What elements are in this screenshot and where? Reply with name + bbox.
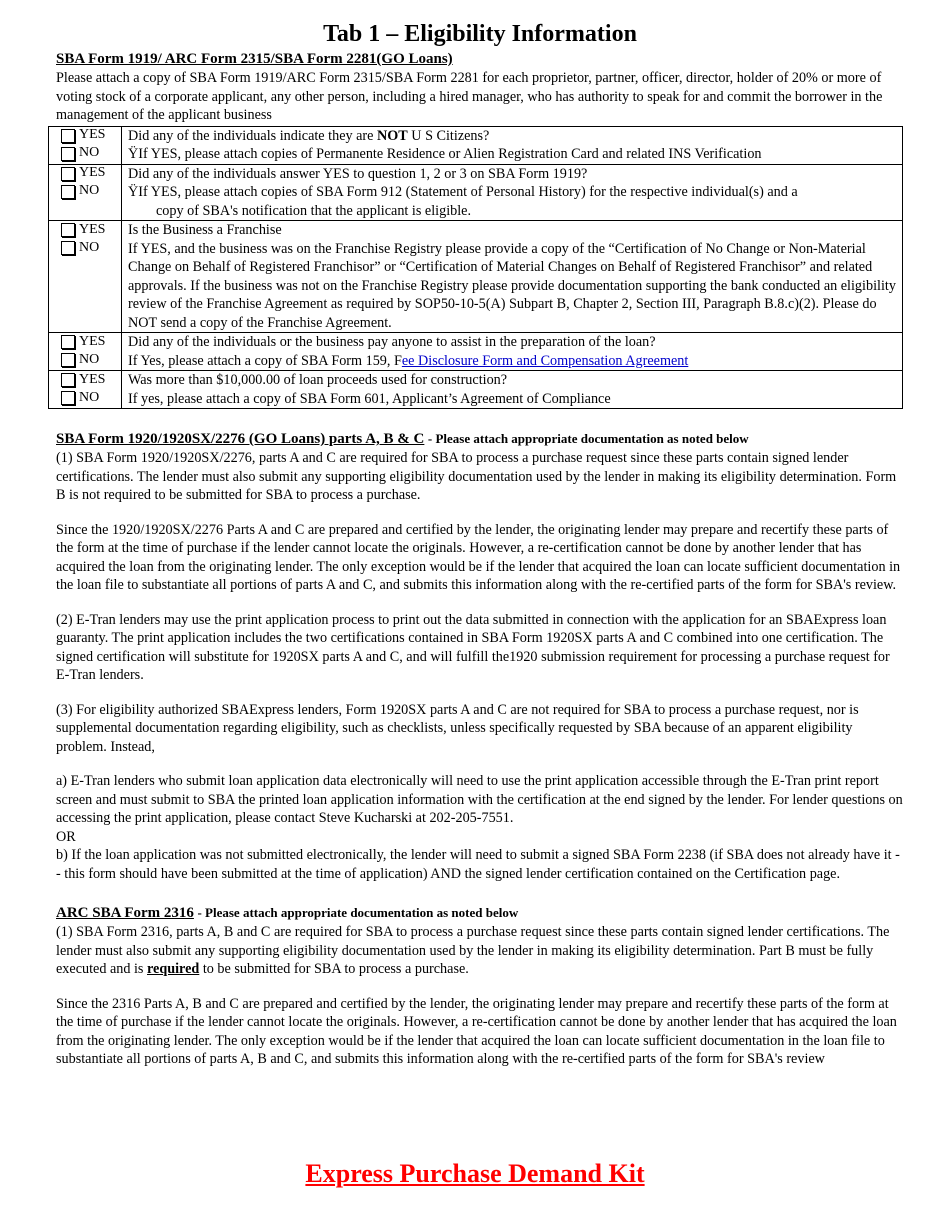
question-detail: ŸIf YES, please attach copies of SBA Form 912 (Statement of Personal History) for the respective individual(s) and a [128,184,798,200]
question-detail-cont: copy of SBA's notification that the applicant is eligible. [156,202,472,219]
no-checkbox[interactable] [61,353,75,367]
section2-or: OR [56,828,76,845]
checkbox-cell [49,371,122,409]
table-row [49,164,903,221]
question-cell [122,371,903,409]
section2-p2: Since the 1920/1920SX/2276 Parts A and C are prepared and certified by the lender, the originating lender may prepare and recertify these parts of the form at the time of purchase if the lender cannot locate the originals. However, a re-certification cannot be done by another lender that has acquired the loan from the originating lender. The only exception would be if the lender that acquired the loan can locate sufficient documentation in the loan file to substantiate all portions of parts A and C, and submits this information along with the re-certified parts of the form for SBA's review. [56,521,901,593]
yes-checkbox[interactable] [61,223,75,237]
question-text: Did any of the individuals indicate they are NOT U S Citizens? [128,127,490,144]
section3 [56,903,904,1069]
yes-checkbox[interactable] [61,335,75,349]
table-row [49,371,903,409]
section3-p1: (1) SBA Form 2316, parts A, B and C are required for SBA to process a purchase request since these parts contain signed lender certifications. The lender must also submit any supporting eligibility documentation used by the lender in making its eligibility determination. Part B must be fully executed and is required to be submitted for SBA to process a purchase. [56,924,890,977]
table-row [49,221,903,333]
yes-label: YES [79,165,106,181]
question-cell [122,164,903,221]
no-checkbox[interactable] [61,147,75,161]
question-text: Was more than $10,000.00 of loan proceeds used for construction? [128,372,508,388]
section2-p4: (3) For eligibility authorized SBAExpress lenders, Form 1920SX parts A and C are not required for SBA to process a purchase request, nor is supplemental documentation regarding eligibility, such as checklists, unless specifically requested by SBA because of an apparent eligibility problem. Instead, [56,701,859,755]
section2-p5a: a) E-Tran lenders who submit loan application data electronically will need to use the print application accessible through the E-Tran print report screen and must submit to SBA the printed loan application information with the certification at the end signed by the lender. For lender questions on accessing the print application, please contact Steve Kucharski at 202-205-7551. [56,773,903,826]
section3-p2: Since the 2316 Parts A, B and C are prepared and certified by the lender, the originating lender may prepare and recertify these parts of the form at the time of purchase if the lender cannot locate the originals. However, a re-certification cannot be done by another lender that has acquired the loan from the originating lender. The only exception would be if the lender that acquired the loan can locate sufficient documentation in the loan file to substantiate all portions of parts A, B and C, and submits this information along with the re-certified parts of the form for SBA's review [56,995,897,1067]
yes-checkbox[interactable] [61,373,75,387]
eligibility-table [48,126,903,410]
question-text: Did any of the individuals answer YES to question 1, 2 or 3 on SBA Form 1919? [128,165,588,182]
document-page [56,18,904,1069]
no-checkbox[interactable] [61,241,75,255]
question-text: Is the Business a Franchise [128,222,282,238]
page-title: Tab 1 – Eligibility Information [323,21,637,47]
question-cell [122,333,903,371]
section3-note: - Please attach appropriate documentation as noted below [197,905,519,920]
question-detail: ŸIf YES, please attach copies of Permanente Residence or Alien Registration Card and related INS Verification [128,146,762,162]
no-checkbox[interactable] [61,185,75,199]
section2-note: - Please attach appropriate documentation as noted below [427,431,749,446]
no-label: NO [79,145,100,161]
question-cell [122,221,903,333]
fee-disclosure-link[interactable]: ee Disclosure Form and Compensation Agreement [401,352,689,369]
question-detail: If YES, and the business was on the Franchise Registry please provide a copy of the “Certification of No Change or Non-Material Change on Behalf of Registered Franchisor” or “Certification of Material Changes on Behalf of Registered Franchisor” and related approvals. If the business was not on the Franchise Registry please provide documentation supporting the bank conducted an eligibility review of the Franchise Agreement as required by SOP50-10-5(A) Subpart B, Chapter 2, Section III, Paragraph B.8.c)(2). Please do NOT send a copy of the Franchise Agreement. [128,240,896,331]
question-cell [122,126,903,164]
table-row [49,126,903,164]
yes-checkbox[interactable] [61,129,75,143]
no-label: NO [79,239,100,255]
section2 [56,429,904,883]
section3-heading: ARC SBA Form 2316 - Please attach appropriate documentation as noted below [56,905,519,921]
section2-heading: SBA Form 1920/1920SX/2276 (GO Loans) parts A, B & C - Please attach appropriate documentation as noted below [56,431,749,447]
checkbox-cell [49,221,122,333]
section2-p5b: b) If the loan application was not submitted electronically, the lender will need to submit a signed SBA Form 2238 (if SBA does not already have it -- this form should have been submitted at the time of application) AND the signed lender certification contained on the Certification page. [56,847,900,882]
section1-intro: Please attach a copy of SBA Form 1919/ARC Form 2315/SBA Form 2281 for each proprietor, partner, officer, director, holder of 20% or more of voting stock of a corporate applicant, any other person, including a hired manager, who has authority to speak for and commit the borrower in the management of the applicant business [56,70,883,123]
checkbox-cell [49,164,122,221]
no-label: NO [79,183,100,199]
question-detail: If Yes, please attach a copy of SBA Form 159, Fee Disclosure Form and Compensation Agreement [128,352,689,369]
yes-checkbox[interactable] [61,167,75,181]
no-label: NO [79,351,100,367]
yes-label: YES [79,371,106,387]
yes-label: YES [79,333,106,349]
section2-p3: (2) E-Tran lenders may use the print application process to print out the data submitted in connection with the application for an SBAExpress loan guaranty. The print application includes the two certifications contained in SBA Form 1920SX parts A and C combined into one certification. The signed certification will substitute for 1920SX parts A and C, and will fulfill the1920 submission requirement for processing a purchase request for E-Tran lenders. [56,611,890,683]
question-text: Did any of the individuals or the business pay anyone to assist in the preparation of the loan? [128,334,656,350]
no-checkbox[interactable] [61,391,75,405]
question-detail: If yes, please attach a copy of SBA Form 601, Applicant’s Agreement of Compliance [128,390,611,407]
footer-title: Express Purchase Demand Kit [305,1159,645,1188]
table-row [49,333,903,371]
checkbox-cell [49,333,122,371]
no-label: NO [79,389,100,405]
section1-heading: SBA Form 1919/ ARC Form 2315/SBA Form 2281(GO Loans) [56,51,453,67]
checkbox-cell [49,126,122,164]
yes-label: YES [79,221,106,237]
yes-label: YES [79,127,106,143]
section2-p1: (1) SBA Form 1920/1920SX/2276, parts A and C are required for SBA to process a purchase request since these parts contain signed lender certifications. The lender must also submit any supporting eligibility documentation used by the lender in making its eligibility determination. Form B is not required to be submitted for SBA to process a purchase. [56,450,897,503]
